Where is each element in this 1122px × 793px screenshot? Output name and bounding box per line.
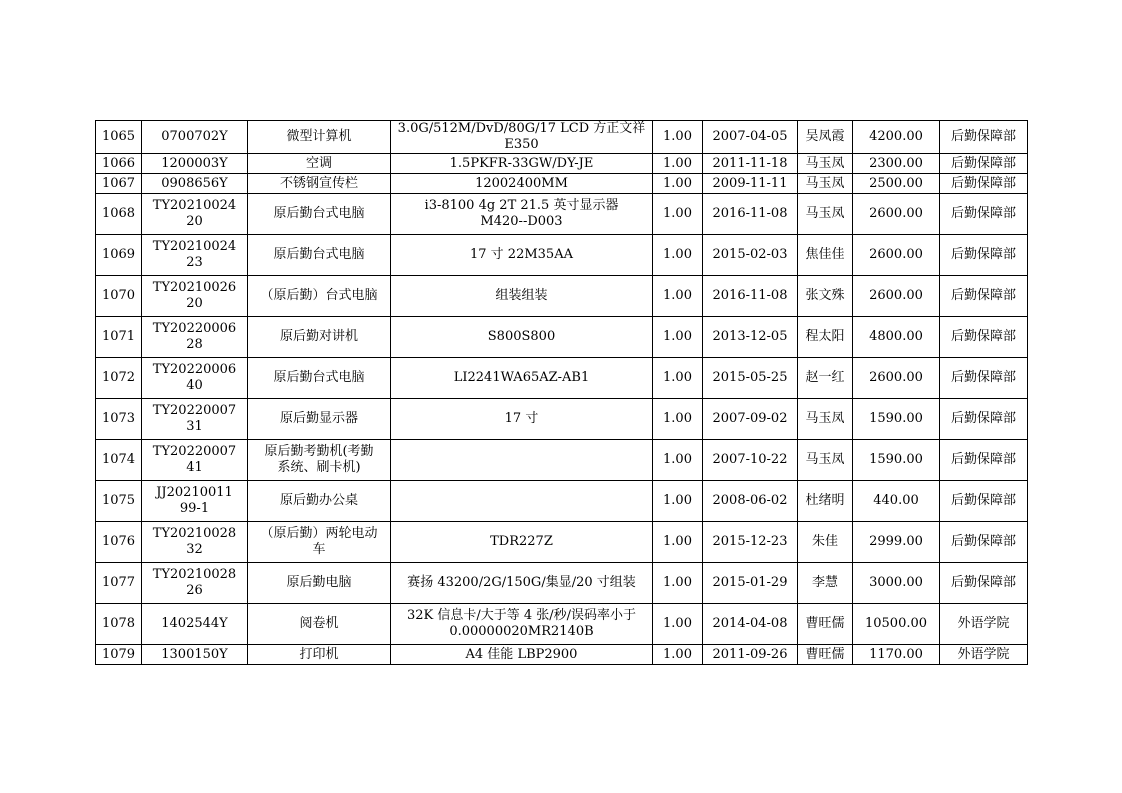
spec-model-cell xyxy=(391,276,653,317)
table-row xyxy=(96,563,1028,604)
asset-name-line: 不锈钢宣传栏 xyxy=(279,175,358,191)
purchase-date-cell: 2007-10-22 xyxy=(703,440,798,481)
purchase-date-cell: 2015-01-29 xyxy=(703,563,798,604)
asset-code-line: JJ20210011 xyxy=(156,485,233,500)
department-cell: 后勤保障部 xyxy=(940,358,1028,399)
asset-code-line: TY20220006 xyxy=(152,321,237,336)
asset-table xyxy=(95,120,1028,665)
amount-cell: 2600.00 xyxy=(853,358,940,399)
spec-model-line: 0.00000020MR2140B xyxy=(449,624,594,639)
department-cell: 后勤保障部 xyxy=(940,317,1028,358)
department-cell: 外语学院 xyxy=(940,604,1028,645)
spec-model-cell xyxy=(391,645,653,665)
asset-name-cell xyxy=(248,358,391,399)
asset-code-line: 1402544Y xyxy=(161,616,228,631)
asset-code-line: 0700702Y xyxy=(161,129,228,144)
row-number-cell: 1079 xyxy=(96,645,142,665)
spec-model-line: 组装组装 xyxy=(495,288,548,303)
spec-model-cell xyxy=(391,235,653,276)
asset-code-line: 26 xyxy=(186,583,203,598)
asset-code-line: 32 xyxy=(186,542,203,557)
purchase-date-cell: 2007-04-05 xyxy=(703,121,798,154)
amount-cell: 4200.00 xyxy=(853,121,940,154)
table-row xyxy=(96,522,1028,563)
asset-code-cell xyxy=(142,440,248,481)
amount-cell: 2500.00 xyxy=(853,174,940,194)
asset-code-line: TY20210024 xyxy=(152,198,237,213)
purchase-date-cell: 2016-11-08 xyxy=(703,276,798,317)
custodian-cell: 李慧 xyxy=(798,563,853,604)
spec-model-line: S800S800 xyxy=(487,329,556,344)
spec-model-cell xyxy=(391,522,653,563)
quantity-cell: 1.00 xyxy=(653,481,703,522)
asset-name-cell xyxy=(248,174,391,194)
purchase-date-cell: 2016-11-08 xyxy=(703,194,798,235)
purchase-date-cell: 2011-09-26 xyxy=(703,645,798,665)
asset-name-cell xyxy=(248,121,391,154)
asset-name-cell xyxy=(248,317,391,358)
asset-code-line: 40 xyxy=(186,378,203,393)
row-number-cell: 1074 xyxy=(96,440,142,481)
custodian-cell: 赵一红 xyxy=(798,358,853,399)
row-number-cell: 1068 xyxy=(96,194,142,235)
spec-model-line: 3.0G/512M/DvD/80G/17 LCD 方正文祥 E350 xyxy=(397,121,646,152)
spec-model-line: 32K 信息卡/大于等 4 张/秒/误码率小于 xyxy=(406,608,637,623)
spec-model-cell xyxy=(391,194,653,235)
asset-code-cell xyxy=(142,121,248,154)
amount-cell: 1590.00 xyxy=(853,399,940,440)
amount-cell: 1170.00 xyxy=(853,645,940,665)
asset-code-line: TY20210028 xyxy=(152,567,237,582)
spec-model-cell xyxy=(391,174,653,194)
quantity-cell: 1.00 xyxy=(653,522,703,563)
quantity-cell: 1.00 xyxy=(653,317,703,358)
department-cell: 后勤保障部 xyxy=(940,440,1028,481)
spec-model-line: M420--D003 xyxy=(480,214,563,229)
custodian-cell: 杜绪明 xyxy=(798,481,853,522)
row-number-cell: 1077 xyxy=(96,563,142,604)
asset-name-line: 系统、刷卡机) xyxy=(277,460,361,475)
row-number-cell: 1065 xyxy=(96,121,142,154)
row-number-cell: 1075 xyxy=(96,481,142,522)
asset-code-line: 1300150Y xyxy=(161,646,228,662)
asset-code-line: 28 xyxy=(186,337,203,352)
department-cell: 外语学院 xyxy=(940,645,1028,665)
table-row xyxy=(96,174,1028,194)
department-cell: 后勤保障部 xyxy=(940,121,1028,154)
table-row xyxy=(96,604,1028,645)
spec-model-cell xyxy=(391,317,653,358)
spec-model-line: LI2241WA65AZ-AB1 xyxy=(453,370,590,385)
asset-name-cell xyxy=(248,522,391,563)
asset-code-cell xyxy=(142,235,248,276)
custodian-cell: 马玉凤 xyxy=(798,174,853,194)
asset-code-line: 0908656Y xyxy=(161,175,228,191)
asset-name-cell xyxy=(248,563,391,604)
asset-name-cell xyxy=(248,194,391,235)
purchase-date-cell: 2015-12-23 xyxy=(703,522,798,563)
purchase-date-cell: 2011-11-18 xyxy=(703,154,798,174)
custodian-cell: 吴凤霞 xyxy=(798,121,853,154)
custodian-cell: 张文殊 xyxy=(798,276,853,317)
amount-cell: 2600.00 xyxy=(853,235,940,276)
asset-name-line: 原后勤台式电脑 xyxy=(273,247,365,262)
purchase-date-cell: 2008-06-02 xyxy=(703,481,798,522)
department-cell: 后勤保障部 xyxy=(940,522,1028,563)
department-cell: 后勤保障部 xyxy=(940,481,1028,522)
asset-code-line: TY20210024 xyxy=(152,239,237,254)
custodian-cell: 曹旺儒 xyxy=(798,604,853,645)
asset-name-line: （原后勤）台式电脑 xyxy=(260,288,378,303)
amount-cell: 1590.00 xyxy=(853,440,940,481)
purchase-date-cell: 2015-02-03 xyxy=(703,235,798,276)
asset-name-line: 车 xyxy=(312,542,326,557)
asset-name-line: 阅卷机 xyxy=(299,616,339,631)
table-row xyxy=(96,481,1028,522)
custodian-cell: 朱佳 xyxy=(798,522,853,563)
asset-name-line: 空调 xyxy=(305,155,332,171)
asset-name-cell xyxy=(248,154,391,174)
row-number-cell: 1067 xyxy=(96,174,142,194)
purchase-date-cell: 2009-11-11 xyxy=(703,174,798,194)
asset-name-line: 微型计算机 xyxy=(286,129,352,144)
table-row xyxy=(96,194,1028,235)
asset-code-line: 20 xyxy=(186,296,203,311)
asset-code-cell xyxy=(142,174,248,194)
asset-code-cell xyxy=(142,645,248,665)
asset-code-line: TY20210028 xyxy=(152,526,237,541)
asset-name-cell xyxy=(248,604,391,645)
asset-code-line: TY20220007 xyxy=(152,444,237,459)
table-row xyxy=(96,317,1028,358)
asset-name-line: 原后勤对讲机 xyxy=(279,329,358,344)
asset-code-cell xyxy=(142,276,248,317)
amount-cell: 10500.00 xyxy=(853,604,940,645)
asset-name-cell xyxy=(248,235,391,276)
purchase-date-cell: 2013-12-05 xyxy=(703,317,798,358)
asset-code-line: TY20220006 xyxy=(152,362,237,377)
spec-model-line: TDR227Z xyxy=(490,534,553,549)
department-cell: 后勤保障部 xyxy=(940,154,1028,174)
asset-name-cell xyxy=(248,399,391,440)
asset-name-line: 原后勤台式电脑 xyxy=(273,206,365,221)
amount-cell: 440.00 xyxy=(853,481,940,522)
asset-name-cell xyxy=(248,481,391,522)
department-cell: 后勤保障部 xyxy=(940,235,1028,276)
custodian-cell: 马玉凤 xyxy=(798,440,853,481)
asset-name-line: （原后勤）两轮电动 xyxy=(260,526,378,541)
spec-model-cell xyxy=(391,154,653,174)
table-row xyxy=(96,440,1028,481)
row-number-cell: 1069 xyxy=(96,235,142,276)
custodian-cell: 马玉凤 xyxy=(798,399,853,440)
spec-model-cell xyxy=(391,563,653,604)
asset-code-cell xyxy=(142,317,248,358)
custodian-cell: 曹旺儒 xyxy=(798,645,853,665)
asset-code-line: 20 xyxy=(186,214,203,229)
amount-cell: 2999.00 xyxy=(853,522,940,563)
row-number-cell: 1072 xyxy=(96,358,142,399)
table-row xyxy=(96,358,1028,399)
spec-model-cell xyxy=(391,358,653,399)
spec-model-line: 1.5PKFR-33GW/DY-JE xyxy=(449,155,594,171)
row-number-cell: 1070 xyxy=(96,276,142,317)
spec-model-cell xyxy=(391,399,653,440)
spec-model-cell xyxy=(391,481,653,522)
asset-code-cell xyxy=(142,399,248,440)
spec-model-cell xyxy=(391,121,653,154)
department-cell: 后勤保障部 xyxy=(940,399,1028,440)
spec-model-cell xyxy=(391,440,653,481)
department-cell: 后勤保障部 xyxy=(940,276,1028,317)
asset-code-line: 99-1 xyxy=(179,501,210,516)
quantity-cell: 1.00 xyxy=(653,440,703,481)
table-row xyxy=(96,645,1028,665)
quantity-cell: 1.00 xyxy=(653,174,703,194)
asset-code-line: TY20220007 xyxy=(152,403,237,418)
spec-model-line: 17 寸 xyxy=(504,411,539,426)
spec-model-line: 赛扬 43200/2G/150G/集显/20 寸组装 xyxy=(407,575,636,590)
custodian-cell: 马玉凤 xyxy=(798,194,853,235)
row-number-cell: 1073 xyxy=(96,399,142,440)
row-number-cell: 1076 xyxy=(96,522,142,563)
asset-name-line: 原后勤电脑 xyxy=(286,575,352,590)
spec-model-line: A4 佳能 LBP2900 xyxy=(465,646,578,662)
asset-code-cell xyxy=(142,358,248,399)
asset-code-line: 23 xyxy=(186,255,203,270)
table-row xyxy=(96,235,1028,276)
spec-model-cell xyxy=(391,604,653,645)
row-number-cell: 1071 xyxy=(96,317,142,358)
asset-name-line: 原后勤办公桌 xyxy=(279,493,358,508)
asset-code-cell xyxy=(142,194,248,235)
asset-code-line: 31 xyxy=(186,419,203,434)
table-row xyxy=(96,276,1028,317)
quantity-cell: 1.00 xyxy=(653,399,703,440)
custodian-cell: 程太阳 xyxy=(798,317,853,358)
row-number-cell: 1066 xyxy=(96,154,142,174)
asset-name-cell xyxy=(248,645,391,665)
purchase-date-cell: 2014-04-08 xyxy=(703,604,798,645)
amount-cell: 3000.00 xyxy=(853,563,940,604)
amount-cell: 2600.00 xyxy=(853,194,940,235)
asset-name-cell xyxy=(248,440,391,481)
table-row xyxy=(96,399,1028,440)
asset-name-line: 原后勤台式电脑 xyxy=(273,370,365,385)
quantity-cell: 1.00 xyxy=(653,235,703,276)
asset-code-line: TY20210026 xyxy=(152,280,237,295)
purchase-date-cell: 2007-09-02 xyxy=(703,399,798,440)
quantity-cell: 1.00 xyxy=(653,194,703,235)
asset-code-cell xyxy=(142,604,248,645)
asset-code-cell xyxy=(142,522,248,563)
table-row xyxy=(96,154,1028,174)
spec-model-line: i3-8100 4g 2T 21.5 英寸显示器 xyxy=(424,198,619,213)
asset-name-line: 打印机 xyxy=(299,646,339,662)
asset-name-line: 原后勤考勤机(考勤 xyxy=(264,444,374,459)
row-number-cell: 1078 xyxy=(96,604,142,645)
asset-code-cell xyxy=(142,154,248,174)
custodian-cell: 焦佳佳 xyxy=(798,235,853,276)
quantity-cell: 1.00 xyxy=(653,276,703,317)
amount-cell: 2600.00 xyxy=(853,276,940,317)
department-cell: 后勤保障部 xyxy=(940,563,1028,604)
department-cell: 后勤保障部 xyxy=(940,174,1028,194)
amount-cell: 2300.00 xyxy=(853,154,940,174)
table-row xyxy=(96,121,1028,154)
asset-code-line: 1200003Y xyxy=(161,155,228,171)
asset-name-cell xyxy=(248,276,391,317)
quantity-cell: 1.00 xyxy=(653,121,703,154)
asset-code-line: 41 xyxy=(186,460,203,475)
asset-code-cell xyxy=(142,563,248,604)
spec-model-line: 17 寸 22M35AA xyxy=(470,247,573,262)
amount-cell: 4800.00 xyxy=(853,317,940,358)
quantity-cell: 1.00 xyxy=(653,154,703,174)
custodian-cell: 马玉凤 xyxy=(798,154,853,174)
asset-name-line: 原后勤显示器 xyxy=(279,411,358,426)
quantity-cell: 1.00 xyxy=(653,604,703,645)
quantity-cell: 1.00 xyxy=(653,645,703,665)
asset-code-cell xyxy=(142,481,248,522)
quantity-cell: 1.00 xyxy=(653,358,703,399)
department-cell: 后勤保障部 xyxy=(940,194,1028,235)
spec-model-line: 12002400MM xyxy=(475,175,568,191)
purchase-date-cell: 2015-05-25 xyxy=(703,358,798,399)
quantity-cell: 1.00 xyxy=(653,563,703,604)
